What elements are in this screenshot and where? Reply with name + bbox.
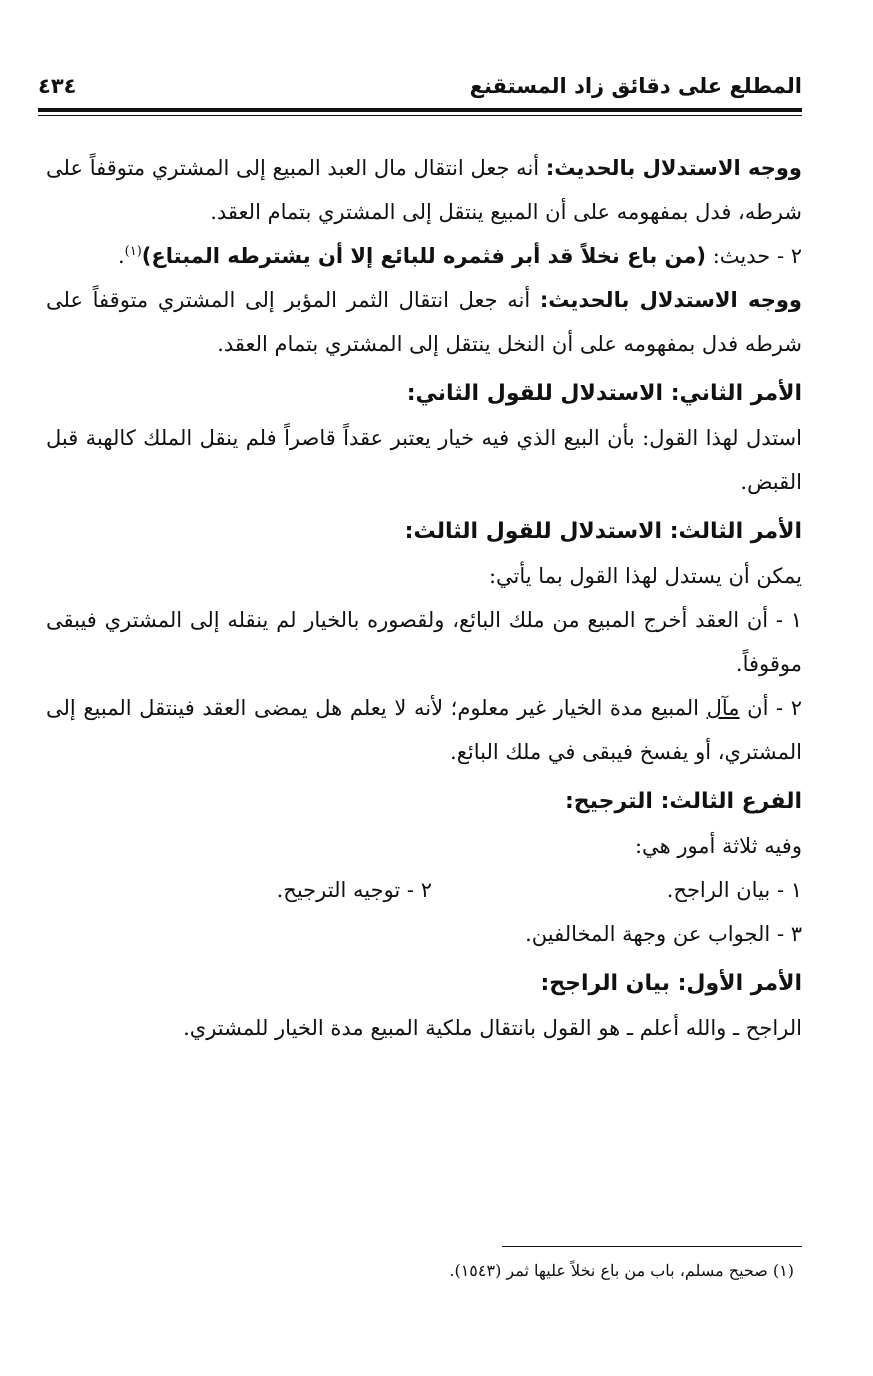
list-item: ١ - بيان الراجح.: [666, 878, 802, 902]
list-item: ٢ - توجيه الترجيح.: [276, 878, 432, 902]
book-page: [38, 62, 802, 1342]
heading-third-branch: الفرع الثالث: الترجيح:: [564, 789, 802, 814]
paragraph-text: أنه جعل انتقال مال العبد المبيع إلى المشتري متوقفاً على شرطه، فدل بمفهومه على أن المبيع ينتقل إلى المشتري بتمام العقد.: [46, 156, 802, 224]
paragraph-matters-intro: وفيه ثلاثة أمور هي:: [634, 834, 802, 858]
paragraph-hadith: [46, 234, 802, 278]
body-text: [46, 146, 802, 1050]
point-rest: المبيع مدة الخيار غير معلوم؛ لأنه لا يعلم هل يمضى العقد فينتقل المبيع إلى المشتري، أو يفسخ فيبقى في ملك البائع.: [46, 696, 802, 764]
hadith-prefix: ٢ - حديث:: [712, 244, 802, 268]
hadith-end: .: [117, 244, 125, 268]
list-item: ٣ - الجواب عن وجهة المخالفين.: [525, 922, 802, 946]
page-number: ٤٣٤: [38, 74, 77, 98]
paragraph-lead: ووجه الاستدلال بالحديث:: [545, 156, 802, 180]
book-title: المطلع على دقائق زاد المستقنع: [469, 74, 802, 98]
underlined-word: مآل: [706, 696, 740, 720]
paragraph-point-2: [46, 686, 802, 774]
running-header: [38, 62, 802, 108]
heading-second-matter: الأمر الثاني: الاستدلال للقول الثاني:: [406, 381, 802, 406]
paragraph-second-argument: استدل لهذا القول: بأن البيع الذي فيه خيار يعتبر عقداً قاصراً فلم ينقل الملك كالهبة قبل القبض.: [46, 426, 802, 494]
paragraph-evidence-2: [46, 278, 802, 366]
header-rule-thin: [38, 115, 802, 116]
paragraph-point-1: ١ - أن العقد أخرج المبيع من ملك البائع، ولقصوره بالخيار لم ينقله إلى المشتري فيبقى موقوفاً.: [46, 608, 802, 676]
heading-third-matter: الأمر الثالث: الاستدلال للقول الثالث:: [404, 519, 802, 544]
paragraph-lead: ووجه الاستدلال بالحديث:: [539, 288, 802, 312]
footnote-marker[interactable]: (١): [124, 244, 142, 259]
header-rule-thick: [38, 108, 802, 112]
footnote-rule: [502, 1246, 802, 1247]
point-prefix: ٢ - أن: [747, 696, 802, 720]
paragraph-intro: يمكن أن يستدل لهذا القول بما يأتي:: [488, 564, 802, 588]
paragraph-evidence-1: [46, 146, 802, 234]
hadith-text: (من باع نخلاً قد أبر فثمره للبائع إلا أن يشترطه المبتاع): [141, 244, 707, 268]
paragraph-preferred: الراجح ـ والله أعلم ـ هو القول بانتقال ملكية المبيع مدة الخيار للمشتري.: [183, 1016, 802, 1040]
paragraph-text: أنه جعل انتقال الثمر المؤبر إلى المشتري متوقفاً على شرطه فدل بمفهومه على أن النخل ينتقل إلى المشتري بتمام العقد.: [46, 288, 802, 356]
list-row: [46, 868, 802, 912]
footnote: (١) صحيح مسلم، باب من باع نخلاً عليها ثمر (١٥٤٣).: [449, 1261, 794, 1280]
heading-first-matter: الأمر الأول: بيان الراجح:: [540, 971, 802, 996]
